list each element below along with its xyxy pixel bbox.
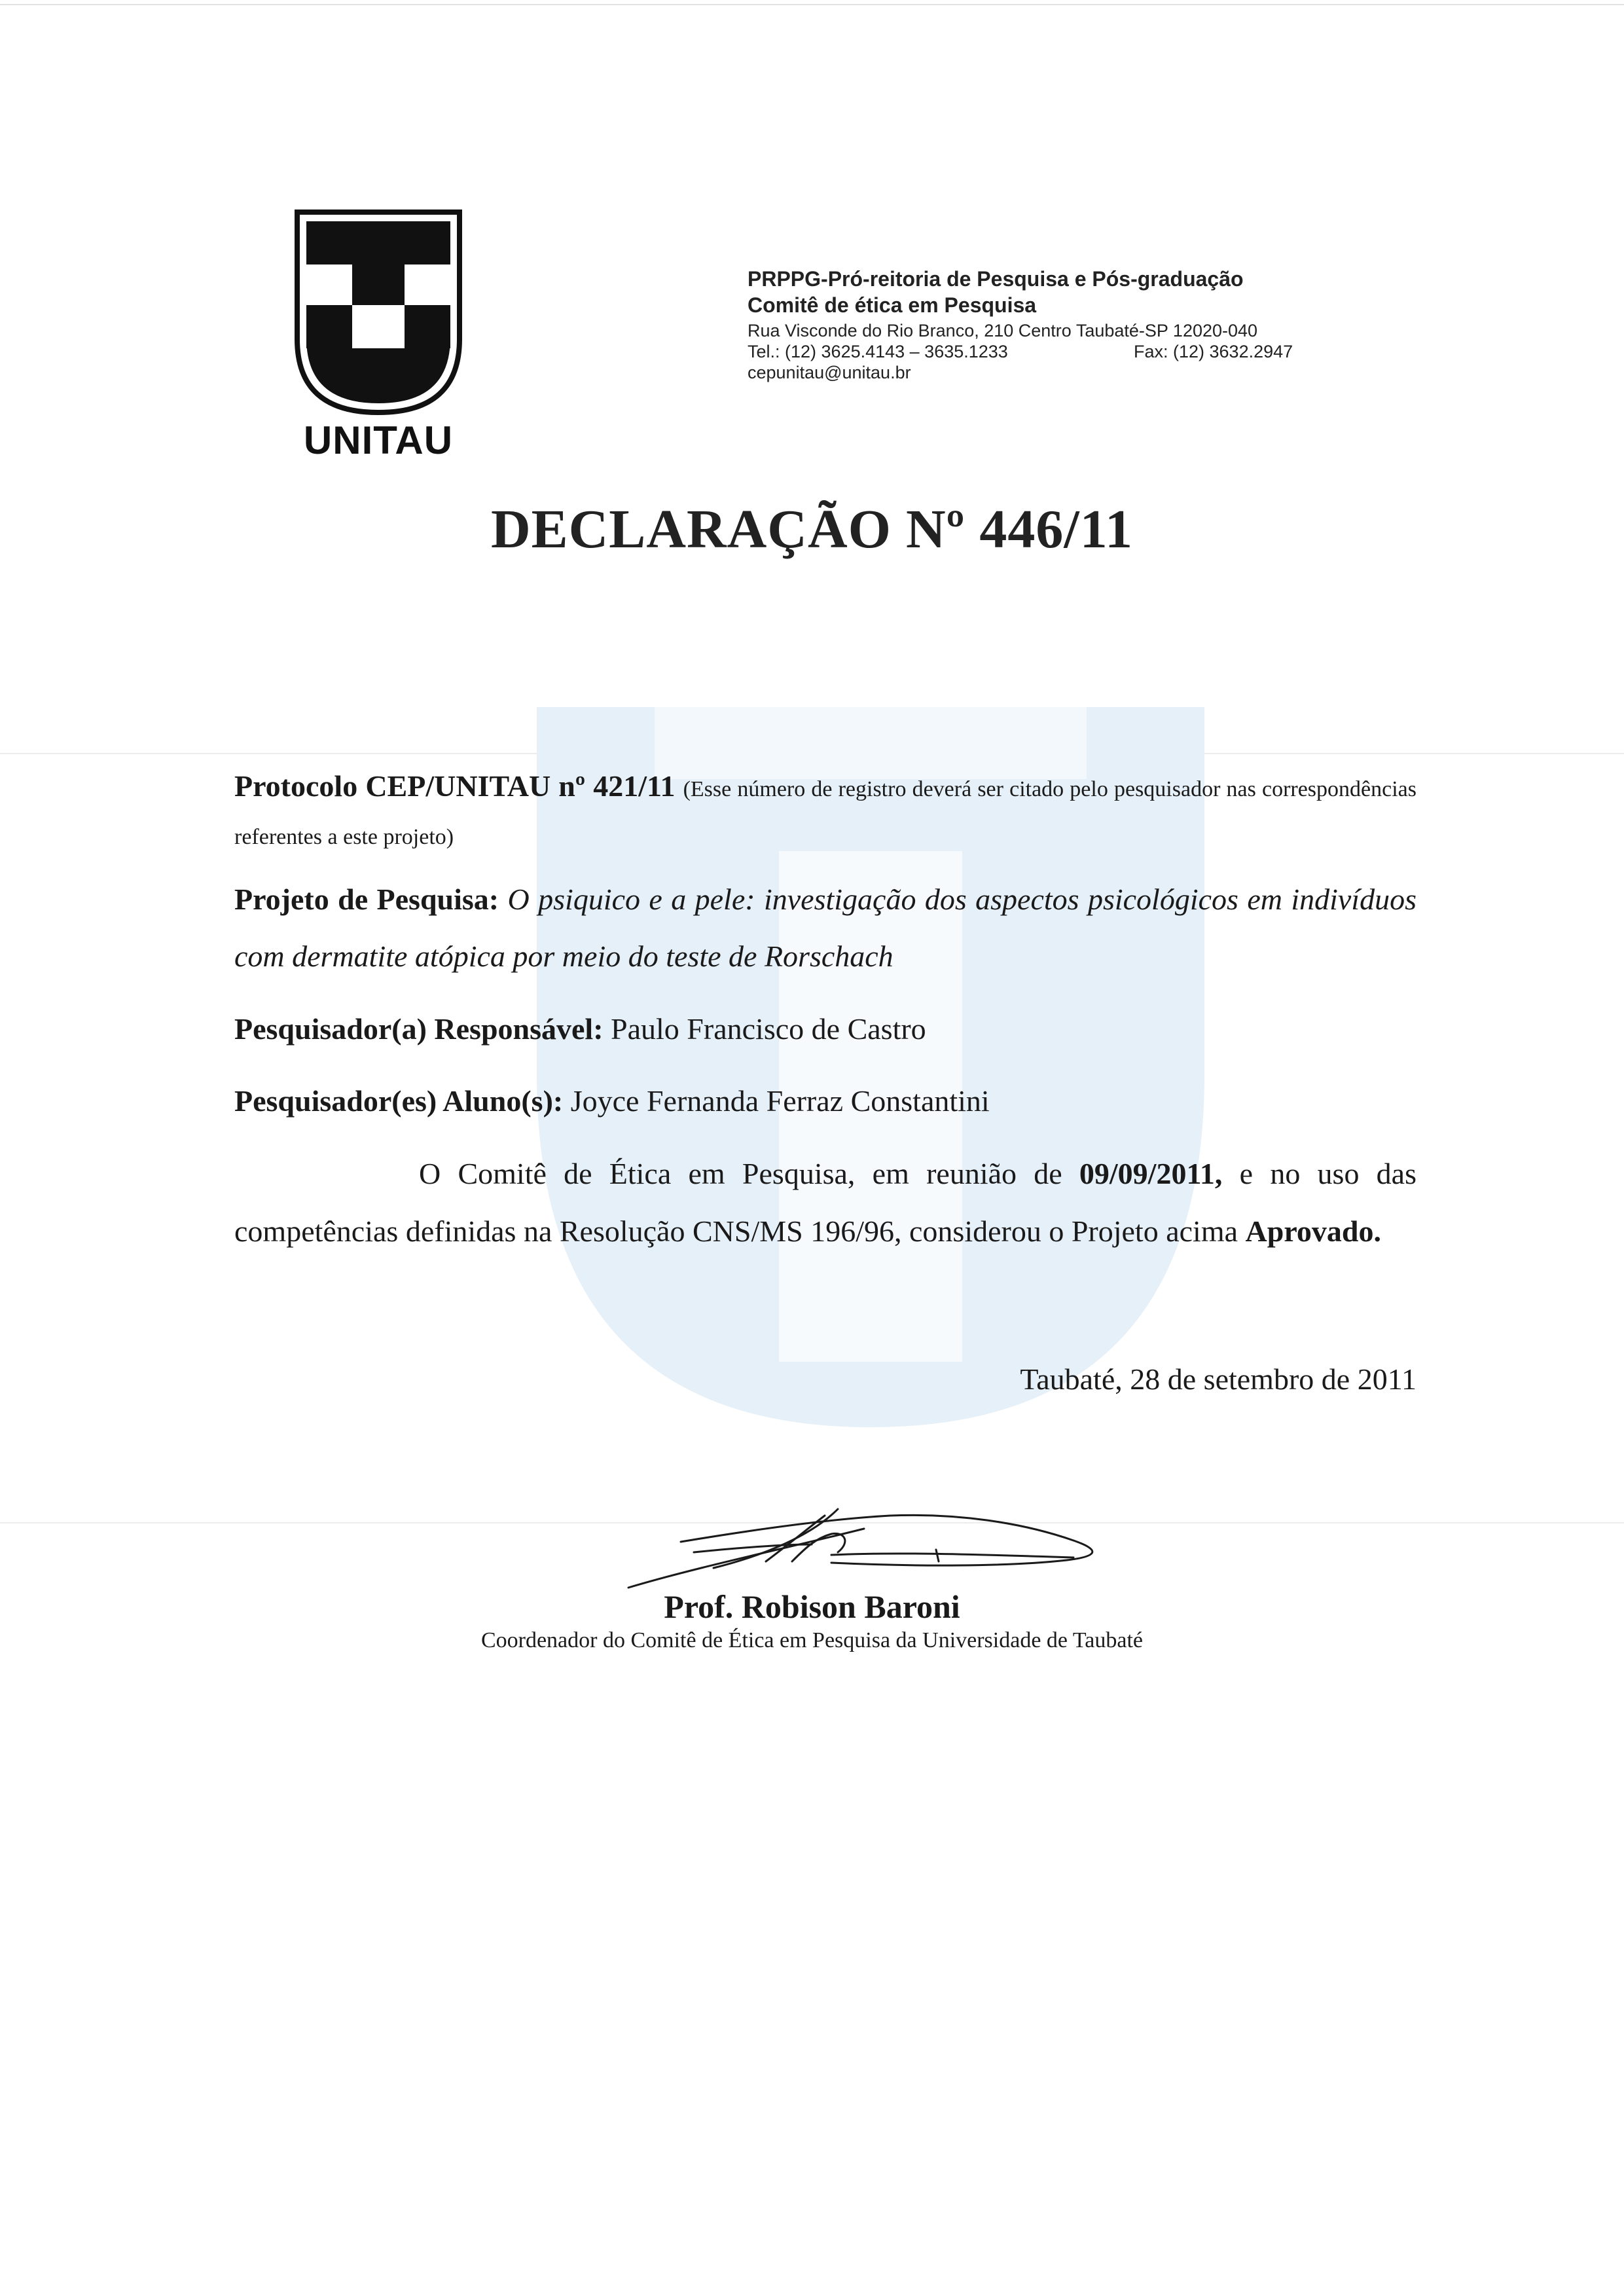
unitau-logo-icon (293, 208, 463, 416)
protocol-label: Protocolo CEP/UNITAU nº 421/11 (234, 769, 676, 803)
place-date: Taubaté, 28 de setembro de 2011 (1020, 1362, 1416, 1396)
researcher-label: Pesquisador(a) Responsável: (234, 1012, 604, 1046)
decision-line-cont (234, 1212, 1416, 1250)
decision-text: competências definidas na Resolução CNS/MS 196/96, considerou o Projeto acima (234, 1214, 1238, 1248)
header-fax: Fax: (12) 3632.2947 (1134, 342, 1293, 361)
protocol-note-cont: referentes a este projeto) (234, 825, 454, 849)
meeting-date: 09/09/2011, (1079, 1157, 1223, 1190)
header-contacts (748, 342, 1304, 362)
decision-line (234, 1155, 1416, 1193)
students-label: Pesquisador(es) Aluno(s): (234, 1084, 564, 1118)
project-title-cont: com dermatite atópica por meio do teste de Rorschach (234, 939, 893, 973)
decision-status: Aprovado. (1245, 1214, 1382, 1248)
decision-suffix: e no uso das (1239, 1157, 1417, 1190)
header-address: Rua Visconde do Rio Branco, 210 Centro Taubaté-SP 12020-040 (748, 321, 1258, 340)
logo-text: UNITAU (303, 418, 454, 462)
header-email: cepunitau@unitau.br (748, 363, 911, 382)
document-title: DECLARAÇÃO Nº 446/11 (490, 499, 1134, 560)
signatory-name: Prof. Robison Baroni (664, 1588, 960, 1625)
scan-line-top (0, 4, 1624, 5)
signatory-role: Coordenador do Comitê de Ética em Pesquisa da Universidade de Taubaté (480, 1628, 1144, 1652)
signature-icon (615, 1489, 1152, 1601)
header-committee: Comitê de ética em Pesquisa (748, 293, 1037, 317)
protocol-line (234, 767, 1416, 805)
watermark-shield-icon (537, 707, 1204, 1427)
protocol-note: (Esse número de registro deverá ser citado pelo pesquisador nas correspondências (683, 777, 1416, 801)
students-line (234, 1082, 1416, 1120)
project-title: O psiquico e a pele: investigação dos aspectos psicológicos em indivíduos (507, 883, 1417, 916)
project-line (234, 881, 1416, 919)
header-office: PRPPG-Pró-reitoria de Pesquisa e Pós-graduação (748, 267, 1244, 291)
decision-prefix: O Comitê de Ética em Pesquisa, em reunião de (419, 1157, 1062, 1190)
header-phone: Tel.: (12) 3625.4143 – 3635.1233 (748, 342, 1008, 361)
researcher-line (234, 1010, 1416, 1048)
project-label: Projeto de Pesquisa: (234, 883, 499, 916)
students-name: Joyce Fernanda Ferraz Constantini (570, 1084, 990, 1118)
researcher-name: Paulo Francisco de Castro (611, 1012, 926, 1046)
